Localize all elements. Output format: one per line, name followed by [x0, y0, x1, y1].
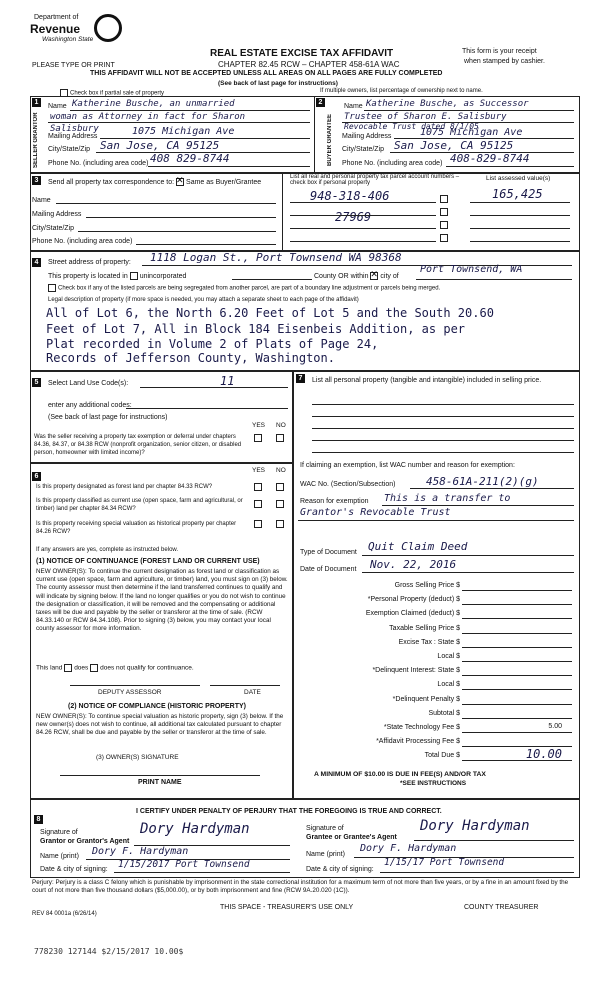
wac-label: WAC No. (Section/Subsection) — [300, 481, 396, 488]
section-7-badge: 7 — [296, 374, 305, 383]
fee-line — [462, 718, 572, 719]
buyer-name-field-3[interactable]: Revocable Trust dated 8/1/05 — [344, 122, 479, 131]
fee-line — [462, 732, 572, 733]
city-of-label: city of — [380, 272, 399, 280]
segregated-checkbox[interactable] — [48, 284, 56, 292]
this-land-label: This land — [36, 664, 63, 672]
see-back: (See back of last page for instructions) — [218, 80, 338, 87]
s6-q1-no[interactable] — [276, 483, 284, 491]
recording-stamp: 778230 127144 $2/15/2017 10.00$ — [34, 947, 184, 956]
legal-2[interactable]: Feet of Lot 7, All in Block 184 Eisenbeis Addition, as per — [46, 322, 466, 336]
dor-line1: Department of — [34, 14, 79, 21]
s5-question: Was the seller receiving a property tax exemption or deferral under chapters 84.36, 84.37, or 84.38 RCW (nonprofit organization, senior citizen, or disabled person, homeowner with limited income)? — [34, 434, 242, 456]
parcel-header: List all real and personal property tax parcel account numbers – check box if personal property — [290, 174, 460, 186]
parcel-line-4 — [290, 241, 436, 242]
deputy-line — [70, 685, 200, 686]
notice1-text: NEW OWNER(S): To continue the current designation as forest land or classification as current use (open space, farm and agriculture, or timber) land, you must sign on (3) below. The county assessor must then determine if the land transferred continues to qualify and will indicate by signing below. If the land no longer qualifies or you do not wish to continue the designation or classification, it will be removed and the compensating or additional taxes will be due and payable by the seller or transferor at the time of sale. (RCW 84.33.140 or RCW 84.34.108). Prior to signing (3) below, you may contact your local county assessor for more information. — [36, 568, 288, 633]
assessed-line-3 — [470, 228, 570, 229]
personal-label: List all personal property (tangible and intangible) included in selling price. — [312, 377, 542, 384]
personal-line-2 — [312, 416, 574, 417]
s5-yes: YES — [252, 422, 266, 429]
grantor-name-label: Name (print) — [40, 853, 79, 860]
deputy-date-label: DATE — [244, 689, 261, 696]
s6-q2: Is this property classified as current use (open space, farm and agricultural, or timber) land per chapter 84.34 RCW? — [36, 498, 243, 512]
fee-line — [462, 590, 572, 591]
grantee-date-line — [380, 872, 574, 873]
buyer-city-label: City/State/Zip — [342, 146, 385, 153]
fee-line — [462, 675, 572, 676]
exemption-label: If claiming an exemption, list WAC number and reason for exemption: — [300, 462, 515, 469]
fee-line — [462, 647, 572, 648]
print-name-line — [60, 775, 260, 776]
unincorporated-label: unincorporated — [139, 272, 187, 280]
seller-name-label: Name — [48, 103, 67, 110]
buyer-phone-field[interactable]: 408-829-8744 — [450, 152, 530, 165]
fee-label: Gross Selling Price $ — [394, 582, 460, 589]
fee-row — [296, 667, 576, 679]
s6-no: NO — [276, 467, 286, 474]
buyer-city-field[interactable]: San Jose, CA 95125 — [394, 139, 514, 152]
reason-line — [382, 505, 574, 506]
s3-phone-label: Phone No. (including area code) — [32, 238, 133, 245]
doc-type-field[interactable]: Quit Claim Deed — [368, 540, 468, 553]
fee-label: Exemption Claimed (deduct) $ — [365, 610, 460, 617]
reason-line-2 — [298, 520, 574, 521]
grantee-sig-label-2: Grantee or Grantee's Agent — [306, 834, 397, 841]
fee-row — [296, 610, 576, 622]
grantor-name-field[interactable]: Dory F. Hardyman — [92, 846, 189, 857]
grantor-sig-label-2: Grantor or Grantor's Agent — [40, 838, 130, 845]
fee-label: Local $ — [437, 653, 460, 660]
buyer-name-field-2[interactable]: Trustee of Sharon E. Salisbury — [344, 112, 507, 122]
fee-row — [296, 625, 576, 637]
s3-mailing-line — [86, 217, 276, 218]
section-1-badge: 1 — [32, 98, 41, 107]
does-checkbox[interactable] — [64, 664, 72, 672]
s3-city-label: City/State/Zip — [32, 225, 75, 232]
dor-line3: Washington State — [42, 36, 94, 43]
seller-name-field-2[interactable]: woman as Attorney in fact for Sharon — [50, 112, 246, 122]
dor-logo-mark — [94, 14, 122, 42]
fee-row — [296, 639, 576, 651]
fee-label: *Delinquent Interest: State $ — [372, 667, 460, 674]
seller-name-field-3[interactable]: Salisbury — [50, 124, 99, 134]
send-correspondence — [48, 175, 262, 186]
wac-line — [410, 488, 574, 489]
perjury-note: Perjury: Perjury is a class C felony which is punishable by imprisonment in the state correctional institution for a maximum term of not more than five years, or by a fine in an amount fixed by the court of not more than five thousand dollars ($5,000.00), or by both imprisonment and fine (RCW 9A.20.020 (1C)). — [32, 879, 569, 894]
grantor-date-line — [114, 872, 290, 873]
legal-1[interactable]: All of Lot 6, the North 6.20 Feet of Lot 5 and the South 20.60 — [46, 306, 494, 320]
fee-label: Local $ — [437, 681, 460, 688]
doc-date-line — [362, 572, 574, 573]
seller-mailing-label: Mailing Address — [48, 133, 98, 140]
multiple-owners-note: If multiple owners, list percentage of ownership next to name. — [320, 88, 483, 94]
additional-label: enter any additional codes: — [48, 402, 132, 409]
assessed-header: List assessed value(s) — [486, 175, 551, 182]
city-field[interactable]: Port Townsend, WA — [420, 264, 523, 275]
section-5-badge: 5 — [32, 378, 41, 387]
see-instructions: *SEE INSTRUCTIONS — [400, 780, 467, 787]
section-3-badge: 3 — [32, 176, 41, 185]
send-label: Send all property tax correspondence to: — [48, 178, 175, 186]
fee-line — [462, 618, 572, 619]
parcel-line-1 — [290, 202, 436, 203]
minimum-note: A MINIMUM OF $10.00 IS DUE IN FEE(S) AND/OR TAX — [314, 771, 486, 778]
grantor-signature[interactable]: Dory Hardyman — [140, 821, 250, 837]
section-4-badge: 4 — [32, 258, 41, 267]
land-use-field[interactable]: 11 — [220, 374, 235, 388]
grantor-date-field[interactable]: 1/15/2017 Port Townsend — [118, 859, 250, 870]
fee-label: *Affidavit Processing Fee $ — [376, 738, 460, 745]
seller-phone-label: Phone No. (including area code) — [48, 160, 149, 167]
located-row — [48, 272, 186, 280]
receipt-1: This form is your receipt — [462, 48, 537, 55]
segregated-row — [48, 284, 440, 292]
s6-q1-yes[interactable] — [254, 483, 262, 491]
fee-value[interactable]: 10.00 — [525, 747, 562, 761]
deputy-label: DEPUTY ASSESSOR — [98, 689, 162, 696]
partial-sale-label: Check box if partial sale of property — [70, 90, 165, 97]
land-use-label: Select Land Use Code(s): — [48, 380, 129, 387]
notice2-text: NEW OWNER(S): To continue special valuation as historic property, sign (3) below. If the new owner(s) does not wish to continue, all additional tax calculated pursuant to chapter 84.26 RCW, shall be due and payable by the seller or transferor at the time of sale. — [36, 713, 284, 737]
dor-logo — [28, 12, 128, 52]
section-6-badge: 6 — [32, 472, 41, 481]
grantee-date-label: Date & city of signing: — [306, 866, 374, 873]
street-field[interactable]: 1118 Logan St., Port Townsend WA 98368 — [150, 251, 402, 264]
form-chapter: CHAPTER 82.45 RCW – CHAPTER 458-61A WAC — [218, 60, 400, 69]
s5-yes-checkbox[interactable] — [254, 434, 262, 442]
county-treasurer: COUNTY TREASURER — [464, 904, 539, 911]
doc-date-field[interactable]: Nov. 22, 2016 — [370, 558, 457, 571]
grantee-signature[interactable]: Dory Hardyman — [420, 818, 530, 834]
parcel-4-checkbox[interactable] — [440, 234, 448, 242]
grantee-date-field[interactable]: 1/15/17 Port Townsend — [384, 857, 505, 868]
fee-row — [296, 681, 576, 693]
seller-name-line — [70, 110, 310, 111]
same-as-label: Same as Buyer/Grantee — [186, 178, 262, 186]
qualify-label: qualify for continuance. — [126, 664, 194, 672]
county-or-label: County OR within — [314, 272, 369, 280]
s5-no: NO — [276, 422, 286, 429]
legal-4[interactable]: Records of Jefferson County, Washington. — [46, 351, 335, 365]
buyer-name-field[interactable]: Katherine Busche, as Successor — [366, 99, 529, 109]
fee-label: *Personal Property (deduct) $ — [367, 596, 460, 603]
legal-3[interactable]: Plat recorded in Volume 2 of Plats of Page 24, — [46, 337, 379, 351]
s6-yes: YES — [252, 467, 266, 474]
land-use-line — [140, 387, 288, 388]
fee-line — [462, 633, 572, 634]
parcel-2[interactable]: 27969 — [335, 210, 372, 224]
parcel-line-2 — [290, 215, 436, 216]
s3-name-label: Name — [32, 197, 51, 204]
same-as-buyer-checkbox[interactable]: ✕ — [176, 175, 184, 185]
seller-city-label: City/State/Zip — [48, 146, 91, 153]
s6-if-yes: If any answers are yes, complete as instructed below. — [36, 547, 179, 553]
s5-see-back: (See back of last page for instructions) — [48, 414, 168, 421]
print-name-label: PRINT NAME — [138, 779, 182, 786]
s3-city-line — [78, 231, 276, 232]
buyer-name-line — [364, 110, 574, 111]
buyer-mailing-label: Mailing Address — [342, 133, 392, 140]
fee-row — [296, 653, 576, 665]
seller-name-field[interactable]: Katherine Busche, an unmarried — [72, 99, 235, 109]
does-label: does — [74, 664, 89, 672]
parcel-2-checkbox[interactable] — [440, 208, 448, 216]
s5-no-checkbox[interactable] — [276, 434, 284, 442]
s3-name-line — [56, 203, 276, 204]
grantor-sig-label-1: Signature of — [40, 829, 78, 836]
seller-mailing-field[interactable]: 1075 Michigan Ave — [132, 126, 235, 137]
fee-label: *State Technology Fee $ — [383, 724, 460, 731]
fee-line — [462, 604, 572, 605]
street-label: Street address of property: — [48, 259, 131, 266]
s6-q1: Is this property designated as forest land per chapter 84.33 RCW? — [36, 484, 213, 490]
form-warning: THIS AFFIDAVIT WILL NOT BE ACCEPTED UNLESS ALL AREAS ON ALL PAGES ARE FULLY COMPLETED — [90, 70, 443, 77]
receipt-2: when stamped by cashier. — [464, 58, 545, 65]
assessed-line-4 — [470, 241, 570, 242]
does-not-checkbox[interactable] — [90, 664, 98, 672]
fee-label: Total Due $ — [424, 752, 460, 759]
reason-field[interactable]: This is a transfer to — [384, 493, 511, 504]
fee-label: Excise Tax : State $ — [398, 639, 460, 646]
grantee-sig-line — [414, 840, 574, 841]
section-2-badge: 2 — [316, 98, 325, 107]
dor-line2: Revenue — [30, 22, 81, 36]
wac-field[interactable]: 458-61A-211(2)(g) — [426, 475, 539, 488]
reason-label: Reason for exemption — [300, 498, 369, 505]
s6-q3-yes[interactable] — [254, 520, 262, 528]
grantee-name-label: Name (print) — [306, 851, 345, 858]
county-line — [232, 279, 312, 280]
doc-type-line — [362, 555, 574, 556]
notice1-title: (1) NOTICE OF CONTINUANCE (FOREST LAND OR CURRENT USE) — [36, 558, 260, 565]
does-not-label: does not — [100, 664, 126, 672]
assessed-line-1 — [470, 202, 570, 203]
doc-date-label: Date of Document — [300, 566, 357, 573]
fee-line — [462, 661, 572, 662]
fee-label: Subtotal $ — [428, 710, 460, 717]
fee-label: *Delinquent Penalty $ — [392, 696, 460, 703]
fee-row — [296, 582, 576, 594]
located-label: This property is located in — [48, 272, 128, 280]
buyer-name-label: Name — [344, 103, 363, 110]
certify-line: I CERTIFY UNDER PENALTY OF PERJURY THAT THE FOREGOING IS TRUE AND CORRECT. — [136, 808, 442, 815]
s6-q2-yes[interactable] — [254, 500, 262, 508]
s3-vdivider — [282, 172, 283, 250]
fee-row — [296, 747, 576, 764]
grantor-date-label: Date & city of signing: — [40, 866, 108, 873]
fee-row — [296, 724, 576, 736]
fee-line — [462, 704, 572, 705]
seller-side-label: SELLER GRANTOR — [33, 112, 39, 168]
city-line — [416, 279, 572, 280]
unincorporated-checkbox[interactable] — [130, 272, 138, 280]
seller-city-field[interactable]: San Jose, CA 95125 — [100, 139, 220, 152]
legal-label: Legal description of property (if more space is needed, you may attach a separate sheet to each page of the affidavit) — [48, 297, 359, 303]
reason-field-2[interactable]: Grantor's Revocable Trust — [300, 507, 451, 518]
buyer-phone-line — [446, 166, 574, 167]
personal-line-1 — [312, 404, 574, 405]
treasurer-only: THIS SPACE - TREASURER'S USE ONLY — [220, 904, 354, 911]
s6-q3-no[interactable] — [276, 520, 284, 528]
s3-mailing-label: Mailing Address — [32, 211, 82, 218]
personal-line-3 — [312, 428, 574, 429]
assessed-1[interactable]: 165,425 — [492, 187, 543, 201]
buyer-mailing-field[interactable]: 1075 Michigan Ave — [420, 127, 523, 138]
seller-phone-line — [148, 166, 310, 167]
doc-type-label: Type of Document — [300, 549, 357, 556]
city-checkbox[interactable]: ✕ — [370, 269, 378, 279]
fee-label: Taxable Selling Price $ — [389, 625, 460, 632]
fee-row — [296, 596, 576, 608]
rev-number: REV 84 0001a (6/26/14) — [32, 911, 97, 917]
parcel-1[interactable]: 948-318-406 — [310, 189, 390, 203]
form-title: REAL ESTATE EXCISE TAX AFFIDAVIT — [210, 48, 394, 59]
s3-phone-line — [136, 244, 276, 245]
parcel-1-checkbox[interactable] — [440, 195, 448, 203]
personal-line-5 — [312, 452, 574, 453]
fee-row — [296, 696, 576, 708]
county-row — [314, 269, 399, 280]
type-or-print: PLEASE TYPE OR PRINT — [32, 62, 115, 69]
notice2-title: (2) NOTICE OF COMPLIANCE (HISTORIC PROPERTY) — [68, 703, 246, 710]
buyer-phone-label: Phone No. (including area code) — [342, 160, 443, 167]
this-land-row — [36, 664, 194, 672]
fee-line — [462, 689, 572, 690]
fee-value[interactable]: 5.00 — [548, 723, 562, 730]
parcel-3-checkbox[interactable] — [440, 221, 448, 229]
segregated-label: Check box if any of the listed parcels are being segregated from another parcel, are part of a boundary line adjustment or parcels being merged. — [58, 285, 441, 292]
s6-q3: Is this property receiving special valuation as historical property per chapter 84.26 RCW? — [36, 521, 237, 535]
grantee-name-field[interactable]: Dory F. Hardyman — [360, 843, 457, 854]
buyer-side-label: BUYER GRANTEE — [327, 114, 333, 167]
personal-line-4 — [312, 440, 574, 441]
assessed-line-2 — [470, 215, 570, 216]
seller-phone-field[interactable]: 408 829-8744 — [150, 152, 230, 165]
deputy-date-line — [210, 685, 280, 686]
seller-name-line-2 — [48, 122, 310, 123]
fee-row — [296, 710, 576, 722]
section-divider-1-2 — [314, 96, 315, 173]
grantee-sig-label-1: Signature of — [306, 825, 344, 832]
owner-sig-label: (3) OWNER(S) SIGNATURE — [96, 754, 179, 761]
additional-line — [126, 408, 288, 409]
s6-q2-no[interactable] — [276, 500, 284, 508]
parcel-line-3 — [290, 228, 436, 229]
section-8-badge: 8 — [34, 815, 43, 824]
